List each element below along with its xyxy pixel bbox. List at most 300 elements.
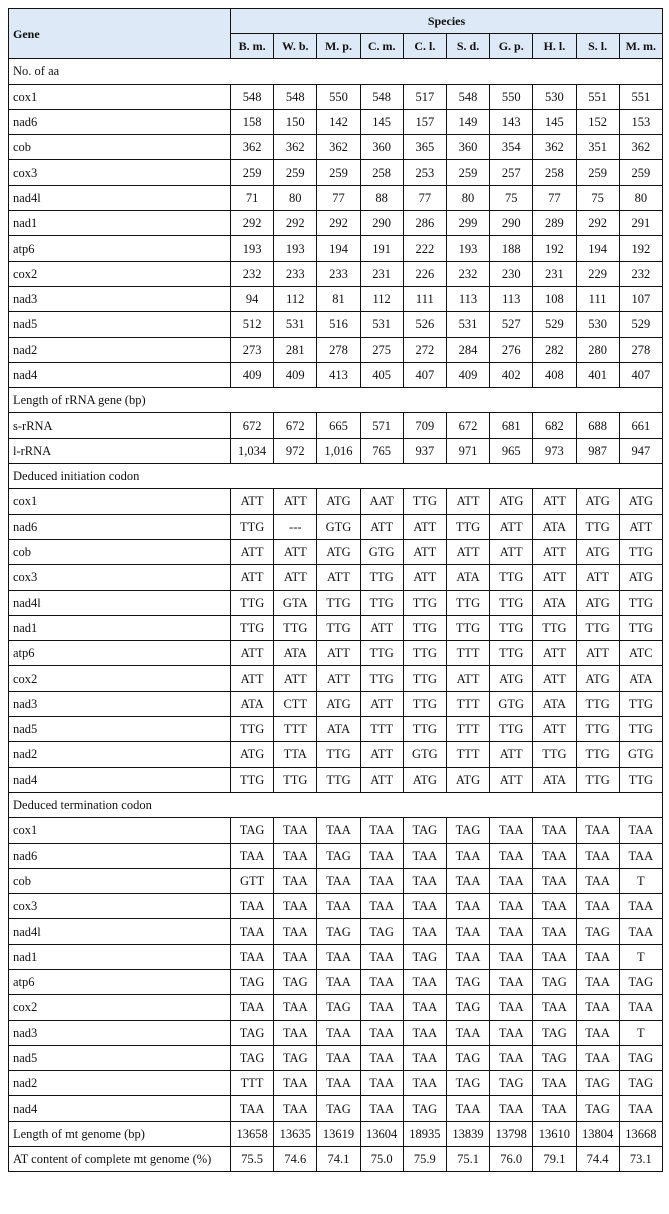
summary-value-cell: 79.1 [533,1147,576,1172]
summary-value-cell: 74.6 [274,1147,317,1172]
table-row [9,362,663,387]
value-cell: TAA [403,919,446,944]
value-cell: TTG [576,742,619,767]
table-row [9,1071,663,1096]
value-cell: 365 [403,135,446,160]
value-cell: 548 [274,84,317,109]
value-cell: 111 [576,286,619,311]
value-cell: ATT [446,539,489,564]
gene-name-cell: s-rRNA [9,413,231,438]
value-cell: 230 [490,261,533,286]
gene-name-cell: cox1 [9,84,231,109]
gene-name-cell: nad4l [9,185,231,210]
value-cell: ATT [360,691,403,716]
value-cell: ATT [317,666,360,691]
value-cell: TTG [533,615,576,640]
value-cell: TAG [446,995,489,1020]
value-cell: 113 [490,286,533,311]
value-cell: 71 [231,185,274,210]
value-cell: 548 [446,84,489,109]
value-cell: 158 [231,109,274,134]
value-cell: TAA [533,1096,576,1121]
value-cell: TAA [403,969,446,994]
summary-value-cell: 74.1 [317,1147,360,1172]
summary-value-cell: 13804 [576,1121,619,1146]
value-cell: 1,016 [317,438,360,463]
summary-value-cell: 13604 [360,1121,403,1146]
value-cell: TAA [403,1045,446,1070]
value-cell: 194 [317,236,360,261]
value-cell: TAA [490,995,533,1020]
value-cell: 550 [317,84,360,109]
value-cell: ATT [360,615,403,640]
gene-name-cell: atp6 [9,641,231,666]
value-cell: 409 [446,362,489,387]
value-cell: 971 [446,438,489,463]
value-cell: TTG [317,615,360,640]
value-cell: TAG [619,1071,662,1096]
value-cell: ATT [317,565,360,590]
species-column-header: B. m. [231,34,274,59]
value-cell: 407 [619,362,662,387]
value-cell: ATG [576,489,619,514]
summary-label-cell: Length of mt genome (bp) [9,1121,231,1146]
value-cell: TAA [446,944,489,969]
table-row [9,944,663,969]
section-header-row [9,59,663,84]
value-cell: TAA [619,818,662,843]
table-row [9,135,663,160]
value-cell: TAA [274,1020,317,1045]
value-cell: 362 [274,135,317,160]
species-column-header: C. m. [360,34,403,59]
value-cell: TAA [533,843,576,868]
value-cell: 526 [403,312,446,337]
value-cell: TAG [317,995,360,1020]
value-cell: TTG [360,641,403,666]
value-cell: TTG [490,717,533,742]
value-cell: GTG [403,742,446,767]
section-title: No. of aa [9,59,663,84]
value-cell: TAA [274,843,317,868]
gene-name-cell: nad2 [9,742,231,767]
value-cell: ATA [533,767,576,792]
value-cell: 529 [533,312,576,337]
table-row [9,286,663,311]
value-cell: ATT [533,666,576,691]
value-cell: 273 [231,337,274,362]
value-cell: TAG [317,1096,360,1121]
value-cell: 291 [619,211,662,236]
value-cell: TTG [576,767,619,792]
value-cell: 1,034 [231,438,274,463]
value-cell: 527 [490,312,533,337]
value-cell: 188 [490,236,533,261]
section-title: Deduced initiation codon [9,464,663,489]
value-cell: ATT [490,767,533,792]
value-cell: TAA [446,1096,489,1121]
value-cell: 259 [274,160,317,185]
table-row [9,489,663,514]
value-cell: TTG [576,615,619,640]
value-cell: TTG [403,691,446,716]
value-cell: TTG [619,767,662,792]
gene-name-cell: nad5 [9,312,231,337]
value-cell: TTT [274,717,317,742]
value-cell: TAA [403,843,446,868]
value-cell: TAG [274,969,317,994]
value-cell: 75 [576,185,619,210]
value-cell: 402 [490,362,533,387]
value-cell: 407 [403,362,446,387]
table-row [9,211,663,236]
value-cell: TTG [231,615,274,640]
value-cell: TAA [533,818,576,843]
value-cell: ATG [231,742,274,767]
value-cell: 145 [533,109,576,134]
value-cell: TAA [360,843,403,868]
value-cell: TAA [317,969,360,994]
value-cell: T [619,1020,662,1045]
value-cell: TAA [490,1020,533,1045]
value-cell: TTT [446,717,489,742]
value-cell: 278 [317,337,360,362]
value-cell: 512 [231,312,274,337]
value-cell: 965 [490,438,533,463]
value-cell: 80 [619,185,662,210]
value-cell: ATT [490,742,533,767]
value-cell: 550 [490,84,533,109]
value-cell: TAA [231,894,274,919]
value-cell: TTT [446,742,489,767]
value-cell: TAG [360,919,403,944]
gene-name-cell: nad5 [9,1045,231,1070]
value-cell: TAA [360,1071,403,1096]
value-cell: TTG [490,590,533,615]
value-cell: 113 [446,286,489,311]
value-cell: 281 [274,337,317,362]
gene-name-cell: nad4l [9,590,231,615]
value-cell: GTG [317,514,360,539]
value-cell: 292 [274,211,317,236]
gene-name-cell: cox2 [9,995,231,1020]
value-cell: 253 [403,160,446,185]
value-cell: 517 [403,84,446,109]
value-cell: CTT [274,691,317,716]
value-cell: TAA [446,868,489,893]
table-row [9,767,663,792]
value-cell: 362 [533,135,576,160]
table-body [9,59,663,1172]
value-cell: TTG [231,767,274,792]
value-cell: TAA [576,1045,619,1070]
table-row [9,565,663,590]
summary-value-cell: 13635 [274,1121,317,1146]
value-cell: TTG [317,742,360,767]
table-row [9,615,663,640]
gene-name-cell: atp6 [9,236,231,261]
value-cell: 192 [533,236,576,261]
value-cell: 77 [403,185,446,210]
table-row [9,641,663,666]
table-row [9,185,663,210]
value-cell: 292 [317,211,360,236]
value-cell: 672 [274,413,317,438]
value-cell: ATT [403,514,446,539]
value-cell: 551 [619,84,662,109]
summary-value-cell: 75.5 [231,1147,274,1172]
value-cell: TAA [446,1020,489,1045]
gene-name-cell: cox1 [9,818,231,843]
value-cell: 193 [274,236,317,261]
table-header [9,9,663,59]
value-cell: TAG [533,1045,576,1070]
value-cell: 259 [576,160,619,185]
value-cell: TAG [274,1045,317,1070]
table-row [9,742,663,767]
gene-name-cell: nad4 [9,1096,231,1121]
value-cell: TAG [317,843,360,868]
value-cell: TAA [619,995,662,1020]
gene-column-header: Gene [9,9,231,59]
table-row [9,1045,663,1070]
value-cell: 112 [360,286,403,311]
value-cell: 272 [403,337,446,362]
value-cell: 937 [403,438,446,463]
value-cell: TAA [274,868,317,893]
summary-value-cell: 18935 [403,1121,446,1146]
gene-name-cell: cox3 [9,894,231,919]
value-cell: TTG [446,514,489,539]
value-cell: 157 [403,109,446,134]
value-cell: TAA [360,995,403,1020]
value-cell: TAA [619,1096,662,1121]
value-cell: TAA [490,894,533,919]
value-cell: TAA [576,818,619,843]
summary-value-cell: 13658 [231,1121,274,1146]
gene-name-cell: nad5 [9,717,231,742]
value-cell: 232 [231,261,274,286]
value-cell: TAA [317,868,360,893]
value-cell: TTG [360,590,403,615]
value-cell: GTG [490,691,533,716]
species-column-header: G. p. [490,34,533,59]
section-title: Length of rRNA gene (bp) [9,388,663,413]
value-cell: TTG [576,717,619,742]
species-column-header: S. l. [576,34,619,59]
value-cell: ATA [533,514,576,539]
value-cell: 360 [360,135,403,160]
gene-name-cell: nad6 [9,109,231,134]
gene-name-cell: nad3 [9,691,231,716]
value-cell: 408 [533,362,576,387]
value-cell: 362 [231,135,274,160]
value-cell: 681 [490,413,533,438]
value-cell: TAA [317,1071,360,1096]
summary-label-cell: AT content of complete mt genome (%) [9,1147,231,1172]
table-row [9,995,663,1020]
value-cell: 233 [274,261,317,286]
value-cell: ATG [317,539,360,564]
species-column-header: M. p. [317,34,360,59]
table-row [9,691,663,716]
value-cell: TAG [403,1096,446,1121]
value-cell: TTG [403,666,446,691]
value-cell: TAA [360,868,403,893]
value-cell: ATG [490,489,533,514]
table-row [9,717,663,742]
summary-value-cell: 75.9 [403,1147,446,1172]
value-cell: TAA [360,944,403,969]
value-cell: 351 [576,135,619,160]
gene-name-cell: l-rRNA [9,438,231,463]
value-cell: TAA [360,894,403,919]
value-cell: TAA [533,944,576,969]
table-row [9,843,663,868]
value-cell: 665 [317,413,360,438]
value-cell: ATG [576,590,619,615]
value-cell: ATT [274,666,317,691]
table-row [9,438,663,463]
value-cell: TAA [576,894,619,919]
value-cell: 284 [446,337,489,362]
value-cell: 111 [403,286,446,311]
value-cell: TAA [317,1020,360,1045]
value-cell: ATA [533,590,576,615]
value-cell: TAA [317,818,360,843]
value-cell: ATT [274,489,317,514]
value-cell: 142 [317,109,360,134]
value-cell: TAG [231,1020,274,1045]
value-cell: TAG [231,818,274,843]
value-cell: GTG [360,539,403,564]
species-column-header: M. m. [619,34,662,59]
value-cell: 259 [317,160,360,185]
gene-name-cell: cob [9,135,231,160]
value-cell: TAA [317,944,360,969]
value-cell: TAA [274,818,317,843]
value-cell: ATT [490,539,533,564]
value-cell: TAA [360,969,403,994]
value-cell: TTG [317,590,360,615]
value-cell: ATG [576,666,619,691]
value-cell: TAA [490,969,533,994]
value-cell: TAA [403,995,446,1020]
value-cell: AAT [360,489,403,514]
value-cell: 152 [576,109,619,134]
value-cell: 409 [231,362,274,387]
value-cell: TAG [576,919,619,944]
value-cell: 107 [619,286,662,311]
value-cell: TAA [533,919,576,944]
value-cell: TAA [576,969,619,994]
value-cell: 232 [619,261,662,286]
value-cell: 226 [403,261,446,286]
value-cell: 551 [576,84,619,109]
species-group-header: Species [231,9,663,34]
section-header-row [9,792,663,817]
summary-value-cell: 75.1 [446,1147,489,1172]
value-cell: 94 [231,286,274,311]
value-cell: TAG [231,969,274,994]
value-cell: 193 [231,236,274,261]
value-cell: TTG [231,717,274,742]
value-cell: ATT [231,539,274,564]
value-cell: ATC [619,641,662,666]
value-cell: ATT [231,666,274,691]
value-cell: TAA [274,1096,317,1121]
value-cell: ATA [533,691,576,716]
value-cell: TAA [360,1045,403,1070]
gene-name-cell: nad1 [9,211,231,236]
value-cell: TAA [490,919,533,944]
value-cell: 75 [490,185,533,210]
value-cell: TTG [576,691,619,716]
value-cell: TAA [533,1071,576,1096]
species-column-header: W. b. [274,34,317,59]
value-cell: 80 [274,185,317,210]
value-cell: ATT [360,514,403,539]
value-cell: TAA [576,995,619,1020]
value-cell: 233 [317,261,360,286]
value-cell: ATA [446,565,489,590]
value-cell: 282 [533,337,576,362]
value-cell: 409 [274,362,317,387]
summary-value-cell: 75.0 [360,1147,403,1172]
value-cell: TTG [403,717,446,742]
value-cell: 672 [231,413,274,438]
value-cell: TAG [446,818,489,843]
value-cell: 257 [490,160,533,185]
value-cell: GTT [231,868,274,893]
value-cell: 259 [619,160,662,185]
value-cell: TTT [360,717,403,742]
gene-name-cell: cox2 [9,261,231,286]
value-cell: 258 [360,160,403,185]
value-cell: TTG [403,641,446,666]
value-cell: 354 [490,135,533,160]
value-cell: 531 [360,312,403,337]
gene-name-cell: nad6 [9,514,231,539]
value-cell: TAA [403,868,446,893]
value-cell: 530 [576,312,619,337]
value-cell: ATT [231,565,274,590]
value-cell: ATT [403,539,446,564]
summary-value-cell: 13839 [446,1121,489,1146]
value-cell: TAA [576,1020,619,1045]
value-cell: ATG [576,539,619,564]
value-cell: TAG [619,1045,662,1070]
table-row [9,84,663,109]
value-cell: ATT [533,489,576,514]
value-cell: TTG [403,489,446,514]
value-cell: ATT [231,641,274,666]
value-cell: TAA [446,919,489,944]
value-cell: 77 [533,185,576,210]
value-cell: TAA [360,1096,403,1121]
value-cell: 280 [576,337,619,362]
value-cell: GTA [274,590,317,615]
value-cell: TAA [403,1071,446,1096]
value-cell: ATT [533,539,576,564]
value-cell: TAA [619,843,662,868]
value-cell: 672 [446,413,489,438]
value-cell: 362 [619,135,662,160]
table-row [9,590,663,615]
value-cell: 987 [576,438,619,463]
table-row [9,969,663,994]
value-cell: 153 [619,109,662,134]
